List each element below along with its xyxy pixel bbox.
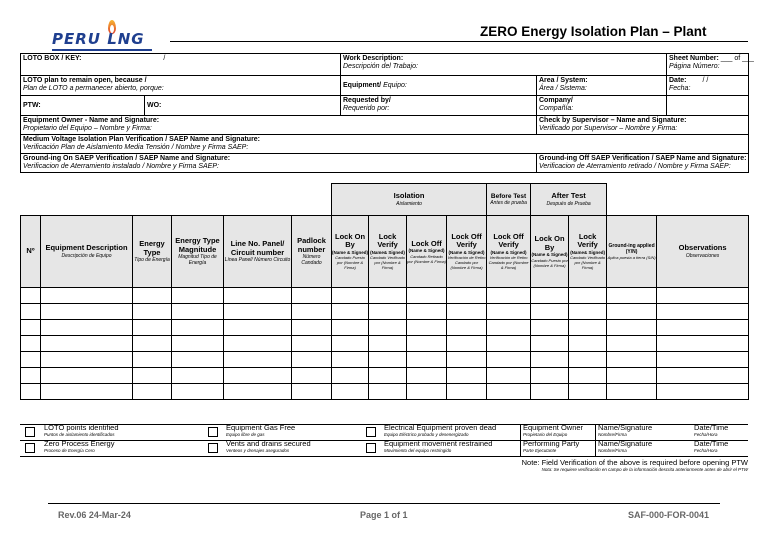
table-row <box>21 320 749 336</box>
table-cell[interactable] <box>172 384 224 400</box>
table-row <box>21 304 749 320</box>
table-cell[interactable] <box>172 352 224 368</box>
col-no: Nº <box>21 216 41 288</box>
col-lock-on-by: Lock On By (Name & Signed) Candado Puesto por (Nombre & Firma) <box>332 216 369 288</box>
table-cell[interactable] <box>41 288 133 304</box>
table-row <box>21 288 749 304</box>
col-grounding-applied: Ground-ing applied (Y/N) Aplica puesta a tierra (S/N) <box>607 216 657 288</box>
ptw-field[interactable]: PTW: <box>21 96 145 116</box>
col-line-number: Line No. Panel/ Circuit number Línea Panel/ Número Circuito <box>224 216 292 288</box>
loto-box-field[interactable]: LOTO BOX / KEY: / <box>21 54 341 76</box>
table-cell[interactable] <box>531 352 569 368</box>
table-cell[interactable] <box>41 384 133 400</box>
table-cell[interactable] <box>292 336 332 352</box>
table-cell[interactable] <box>657 304 749 320</box>
table-cell[interactable] <box>21 304 41 320</box>
table-cell[interactable] <box>607 352 657 368</box>
title-divider <box>170 41 748 42</box>
mv-verification-field[interactable]: Medium Voltage Isolation Plan Verification / SAEP Name and Signature: Verificación Plan de Aislamiento Media Tensión / Nombre y Firma SAEP: <box>21 135 749 154</box>
table-cell[interactable] <box>607 384 657 400</box>
table-cell[interactable] <box>21 368 41 384</box>
page-number: Page 1 of 1 <box>360 510 408 520</box>
table-row <box>21 384 749 400</box>
table-cell[interactable] <box>41 320 133 336</box>
table-cell[interactable] <box>369 336 407 352</box>
table-cell[interactable] <box>332 288 369 304</box>
table-cell[interactable] <box>607 336 657 352</box>
table-cell[interactable] <box>224 352 292 368</box>
supervisor-check-field[interactable]: Check by Supervisor – Name and Signature: Verificado por Supervisor – Nombre y Firma: <box>537 116 749 135</box>
table-cell[interactable] <box>531 384 569 400</box>
table-cell[interactable] <box>487 368 531 384</box>
table-cell[interactable] <box>447 384 487 400</box>
table-cell[interactable] <box>487 352 531 368</box>
loto-points-checkbox[interactable] <box>25 427 35 437</box>
table-cell[interactable] <box>569 288 607 304</box>
table-cell[interactable] <box>172 368 224 384</box>
grounding-on-field[interactable]: Ground-ing On SAEP Verification / SAEP Name and Signature: Verificacion de Aterramiento instalado / Nombre y Firma SAEP: <box>21 154 537 173</box>
table-cell[interactable] <box>369 352 407 368</box>
table-cell[interactable] <box>369 320 407 336</box>
table-cell[interactable] <box>447 336 487 352</box>
table-cell[interactable] <box>487 384 531 400</box>
col-energy-type: Energy Type Tipo de Energía <box>133 216 172 288</box>
table-cell[interactable] <box>369 288 407 304</box>
table-row <box>21 368 749 384</box>
table-cell[interactable] <box>569 368 607 384</box>
table-cell[interactable] <box>607 368 657 384</box>
table-cell[interactable] <box>531 320 569 336</box>
vents-drains-checkbox[interactable] <box>208 443 218 453</box>
col-after-test-lock-verify: Lock Verify (Name& Signed) Candado Verificado por (Nombre & Firma) <box>569 216 607 288</box>
table-cell[interactable] <box>172 320 224 336</box>
table-cell[interactable] <box>21 336 41 352</box>
table-cell[interactable] <box>657 320 749 336</box>
col-lock-off-verify: Lock Off Verify (Name & Signed) Verificación de Retiro Candado por (Nombre & Firma) <box>447 216 487 288</box>
table-cell[interactable] <box>133 320 172 336</box>
table-cell[interactable] <box>487 304 531 320</box>
table-cell[interactable] <box>41 304 133 320</box>
table-cell[interactable] <box>133 304 172 320</box>
equipment-field[interactable]: Equipment/ Equipo: <box>341 76 537 96</box>
table-cell[interactable] <box>133 384 172 400</box>
after-test-group-header: After Test Después de Prueba <box>531 184 607 216</box>
wo-field[interactable]: WO: <box>145 96 341 116</box>
peru-lng-logo <box>52 20 162 46</box>
table-cell[interactable] <box>292 304 332 320</box>
table-cell[interactable] <box>531 304 569 320</box>
table-cell[interactable] <box>569 336 607 352</box>
table-cell[interactable] <box>41 352 133 368</box>
table-cell[interactable] <box>369 384 407 400</box>
table-cell[interactable] <box>657 384 749 400</box>
table-cell[interactable] <box>172 336 224 352</box>
table-cell[interactable] <box>332 304 369 320</box>
table-cell[interactable] <box>21 320 41 336</box>
table-row <box>21 352 749 368</box>
table-cell[interactable] <box>407 336 447 352</box>
table-cell[interactable] <box>133 336 172 352</box>
checklist-row-2: Zero Process Energy Proceso de Energía Cero Vents and drains secured Venteos y drenajes asegurados Equipment movement restrained Movimiento del equipo restringido Performing Party Parte Ejecutante Name/Signature Nombre/Firma Date/Time Fecha/Hora <box>20 440 748 456</box>
table-cell[interactable] <box>407 320 447 336</box>
table-row <box>21 336 749 352</box>
table-cell[interactable] <box>447 368 487 384</box>
table-cell[interactable] <box>531 336 569 352</box>
company-field[interactable]: Company/ Compañía: <box>537 96 667 116</box>
table-cell[interactable] <box>21 384 41 400</box>
table-cell[interactable] <box>224 320 292 336</box>
work-description-field[interactable]: Work Description: Descripción del Trabajo: <box>341 54 667 76</box>
table-cell[interactable] <box>569 304 607 320</box>
table-cell[interactable] <box>369 368 407 384</box>
table-cell[interactable] <box>292 288 332 304</box>
table-cell[interactable] <box>21 352 41 368</box>
table-cell[interactable] <box>332 336 369 352</box>
col-lock-verify: Lock Verify (Name& Signed) Candado Verificado por (Nombre & Firma) <box>369 216 407 288</box>
table-cell[interactable] <box>332 352 369 368</box>
isolation-table <box>20 183 749 400</box>
zero-process-energy-checkbox[interactable] <box>25 443 35 453</box>
requested-by-field[interactable]: Requested by/ Requerido por: <box>341 96 537 116</box>
table-cell[interactable] <box>531 288 569 304</box>
field-verification-note-es: Nota: Se requiere verificación en campo de la información descrita anteriormente antes de abrir el PTW <box>541 467 748 472</box>
col-observations: Observations Observaciones <box>657 216 749 288</box>
checklist-row-1: LOTO points identified Puntos de aislamiento identificados Equipment Gas Free Equipo libre de gas Electrical Equipment proven dead Equipo Eléctrico probado y desenergizado Equipment Owner Propietario del Equipo Name/Signature Nombre/Firma Date/Time Fecha/Hora <box>20 424 748 440</box>
table-cell[interactable] <box>292 368 332 384</box>
revision-label: Rev.06 24-Mar-24 <box>58 510 131 520</box>
col-energy-magnitude: Energy Type Magnitude Magnitud Tipo de Energía <box>172 216 224 288</box>
col-after-test-lock-on-by: Lock On By (Name & Signed) Candado Puesto por (Nombre & Firma) <box>531 216 569 288</box>
header-form <box>20 53 754 173</box>
table-cell[interactable] <box>531 368 569 384</box>
table-cell[interactable] <box>133 368 172 384</box>
table-cell[interactable] <box>607 288 657 304</box>
table-cell[interactable] <box>607 320 657 336</box>
area-system-field[interactable]: Area / System: Área / Sistema: <box>537 76 667 96</box>
logo-text: PERU LNG <box>52 30 145 48</box>
gas-free-checkbox[interactable] <box>208 427 218 437</box>
table-cell[interactable] <box>487 288 531 304</box>
table-cell[interactable] <box>657 368 749 384</box>
table-cell[interactable] <box>41 336 133 352</box>
table-cell[interactable] <box>447 352 487 368</box>
document-code: SAF-000-FOR-0041 <box>628 510 710 520</box>
loto-open-reason-field[interactable]: LOTO plan to remain open, because / Plan de LOTO a permanecer abierto, porque: <box>21 76 341 96</box>
table-cell[interactable] <box>487 320 531 336</box>
table-cell[interactable] <box>569 320 607 336</box>
table-cell[interactable] <box>224 384 292 400</box>
table-cell[interactable] <box>407 288 447 304</box>
col-padlock-number: Padlock number Número Candado <box>292 216 332 288</box>
table-cell[interactable] <box>133 352 172 368</box>
footer-divider <box>48 503 720 504</box>
electrical-proven-dead-checkbox[interactable] <box>366 427 376 437</box>
grounding-off-field[interactable]: Ground-ing Off SAEP Verification / SAEP Name and Signature: Verificacion de Aterramiento retirado / Nombre y Firma SAEP: <box>537 154 749 173</box>
table-cell[interactable] <box>172 304 224 320</box>
table-cell[interactable] <box>41 368 133 384</box>
table-cell[interactable] <box>447 304 487 320</box>
equipment-movement-checkbox[interactable] <box>366 443 376 453</box>
table-cell[interactable] <box>657 288 749 304</box>
table-cell[interactable] <box>224 336 292 352</box>
col-equipment-description: Equipment Description Descripción de Equipo <box>41 216 133 288</box>
table-cell[interactable] <box>447 320 487 336</box>
field-verification-note: Note: Field Verification of the above is required before opening PTW <box>521 458 748 467</box>
table-cell[interactable] <box>407 304 447 320</box>
sheet-number-field[interactable]: Sheet Number: ___ of ___ Página Número: <box>667 54 749 76</box>
table-cell[interactable] <box>332 384 369 400</box>
before-test-group-header: Before Test Antes de prueba <box>487 184 531 216</box>
table-cell[interactable] <box>172 288 224 304</box>
table-cell[interactable] <box>569 352 607 368</box>
table-cell[interactable] <box>657 336 749 352</box>
page-title: ZERO Energy Isolation Plan – Plant <box>480 24 707 39</box>
table-cell[interactable] <box>292 384 332 400</box>
table-cell[interactable] <box>332 368 369 384</box>
table-cell[interactable] <box>369 304 407 320</box>
table-cell[interactable] <box>224 304 292 320</box>
table-cell[interactable] <box>657 352 749 368</box>
table-cell[interactable] <box>292 320 332 336</box>
table-cell[interactable] <box>292 352 332 368</box>
table-cell[interactable] <box>487 336 531 352</box>
table-cell[interactable] <box>407 384 447 400</box>
col-before-test-lock-off-verify: Lock Off Verify (Name & Signed) Verificación de Retiro Candado por (Nombre & Firma) <box>487 216 531 288</box>
table-cell[interactable] <box>607 304 657 320</box>
table-cell[interactable] <box>224 288 292 304</box>
isolation-group-header: Isolation Aislamiento <box>332 184 487 216</box>
table-cell[interactable] <box>224 368 292 384</box>
equipment-owner-field[interactable]: Equipment Owner - Name and Signature: Propietario del Equipo – Nombre y Firma: <box>21 116 537 135</box>
table-cell[interactable] <box>332 320 369 336</box>
table-cell[interactable] <box>21 288 41 304</box>
date-field[interactable]: Date: / / Fecha: <box>667 76 749 96</box>
col-lock-off: Lock Off (Name & Signed) Candado Retirado por (Nombre & Firma) <box>407 216 447 288</box>
verification-checklist <box>20 424 748 456</box>
table-cell[interactable] <box>447 288 487 304</box>
table-cell[interactable] <box>133 288 172 304</box>
table-cell[interactable] <box>407 352 447 368</box>
table-cell[interactable] <box>407 368 447 384</box>
table-cell[interactable] <box>569 384 607 400</box>
